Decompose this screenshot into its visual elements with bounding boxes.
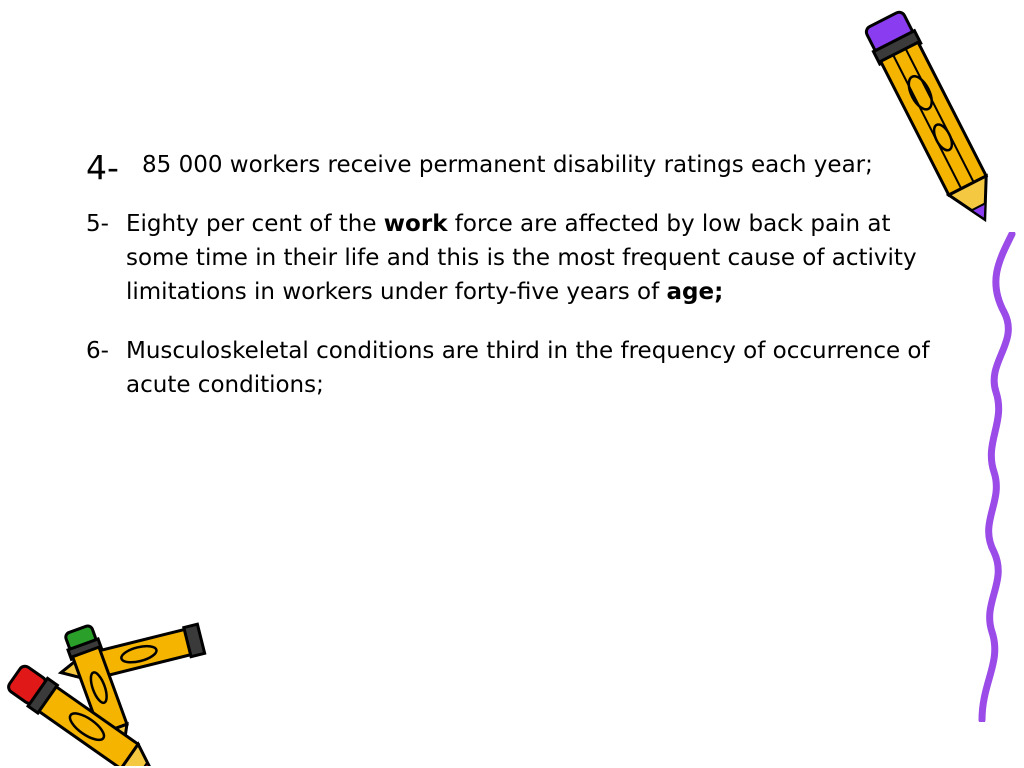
item-text-middle: force are affected by low back pain at some time in their life and this is the most frequent cause of activity limitations in workers under forty-five years of — [126, 211, 917, 305]
item-text: Musculoskeletal conditions are third in the frequency of occurrence of acute conditions; — [126, 338, 930, 398]
item-number: 4- — [86, 148, 119, 187]
item-bold-age: age; — [666, 279, 724, 305]
item-number: 6- — [86, 338, 109, 364]
list-item-4 — [86, 148, 936, 187]
item-text: 85 000 workers receive permanent disability ratings each year; — [142, 152, 873, 178]
item-bold-work: work — [383, 211, 448, 237]
squiggle-line — [968, 232, 1024, 722]
item-text-before: Eighty per cent of the — [126, 211, 384, 237]
item-number: 5- — [86, 211, 109, 237]
pencils-icon — [0, 616, 210, 766]
bullet-list — [86, 148, 936, 427]
list-item-6 — [86, 334, 936, 402]
pencil-icon — [858, 0, 1008, 245]
list-item-5 — [86, 207, 936, 309]
